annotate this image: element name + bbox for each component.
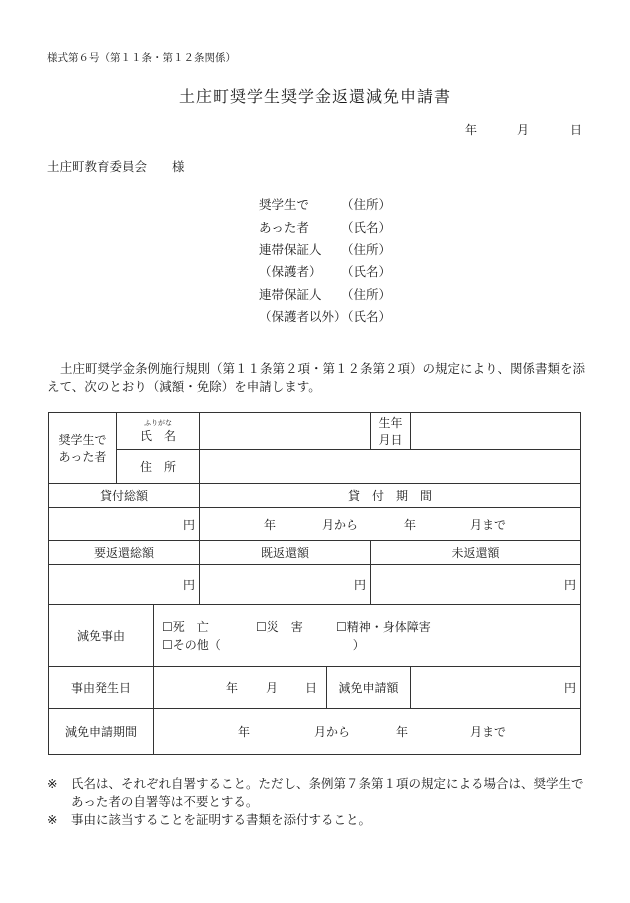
reason-options (154, 605, 581, 667)
name-label: 氏 名 (140, 428, 177, 443)
applicant-label: 奨学生で (259, 197, 310, 212)
birth-field[interactable] (411, 413, 581, 450)
unreturned-label: 未返還額 (371, 541, 581, 565)
loan-total-label: 貸付総額 (49, 484, 200, 508)
applicant-label: 連帯保証人 (259, 242, 322, 257)
application-table (48, 412, 581, 755)
applicant-label: あった者 (259, 220, 309, 235)
applicant-label: 連帯保証人 (259, 287, 322, 302)
returned-label: 既返還額 (200, 541, 371, 565)
period-year2: 年 (404, 517, 417, 532)
address-label: 住 所 (117, 450, 200, 484)
request-period-label: 減免申請期間 (49, 709, 154, 755)
reason-disaster-checkbox[interactable]: ☐災 害 (256, 619, 303, 634)
applicant-label: （保護者以外） (259, 309, 347, 324)
req-year: 年 (237, 725, 250, 739)
reason-disability-checkbox[interactable]: ☐精神・身体障害 (336, 619, 431, 634)
applicant-field: （氏名） (341, 309, 392, 324)
period-to: 月まで (470, 517, 507, 532)
loan-total-field[interactable] (49, 508, 200, 541)
note-mark: ※ (47, 812, 58, 827)
request-period-field[interactable] (154, 709, 581, 755)
request-amount-label: 減免申請額 (327, 667, 411, 709)
req-to: 月まで (469, 725, 506, 739)
occ-day: 日 (304, 681, 317, 695)
name-field[interactable] (200, 413, 371, 450)
unreturned-field[interactable] (371, 565, 581, 605)
applicant-line (259, 195, 391, 213)
form-number: 様式第６号（第１１条・第１２条関係） (47, 52, 236, 64)
occurrence-date-field[interactable] (154, 667, 327, 709)
date-day: 日 (570, 123, 583, 137)
yen-unit: 円 (564, 681, 577, 695)
reason-other-checkbox[interactable]: ☐その他（ ） (162, 637, 365, 652)
request-amount-field[interactable] (411, 667, 581, 709)
date-month: 月 (517, 123, 530, 137)
occ-year: 年 (225, 681, 238, 695)
req-year2: 年 (395, 725, 408, 739)
applicant-field: （氏名） (341, 220, 392, 235)
birth-label-cell (371, 413, 411, 450)
note-text: 氏名は、それぞれ自署すること。ただし、条例第７条第１項の規定による場合は、奨学生であった者の自署等は不要とする。 (71, 776, 584, 809)
birth-label: 生年 (378, 416, 403, 430)
applicant-line (259, 307, 391, 325)
yen-unit: 円 (183, 517, 196, 532)
note-text: 事由に該当することを証明する書類を添付すること。 (71, 812, 372, 827)
applicant-label: （保護者） (259, 264, 322, 279)
yen-unit: 円 (354, 578, 367, 592)
note-item (47, 811, 587, 829)
applicant-line (259, 285, 391, 303)
note-item (47, 775, 587, 811)
applicant-line (259, 218, 391, 236)
student-label: 奨学生で (58, 433, 107, 447)
applicant-field: （住所） (341, 242, 392, 257)
student-label-cell (49, 413, 117, 484)
occ-month: 月 (265, 681, 278, 695)
request-paragraph: 土庄町奨学金条例施行規則（第１１条第２項・第１２条第２項）の規定により、関係書類を添えて、次のとおり（減額・免除）を申請します。 (47, 361, 586, 394)
address-field[interactable] (200, 450, 581, 484)
returned-field[interactable] (200, 565, 371, 605)
date-year: 年 (465, 123, 478, 137)
applicant-field: （住所） (341, 287, 392, 302)
reason-death-checkbox[interactable]: ☐死 亡 (162, 619, 209, 634)
reason-label: 減免事由 (49, 605, 154, 667)
applicant-field: （氏名） (341, 264, 392, 279)
page-title: 土庄町奨学生奨学金返還減免申請書 (178, 87, 451, 106)
name-ruby: ふりがな (144, 418, 172, 427)
req-from: 月から (313, 725, 350, 739)
loan-period-label: 貸 付 期 間 (200, 484, 581, 508)
yen-unit: 円 (564, 578, 577, 592)
applicant-line (259, 262, 391, 280)
applicant-field: （住所） (341, 197, 392, 212)
occurrence-label: 事由発生日 (49, 667, 154, 709)
notes (47, 775, 587, 829)
period-from: 月から (322, 517, 359, 532)
name-label-cell (117, 413, 200, 450)
note-mark: ※ (47, 776, 58, 791)
required-total-label: 要返還総額 (49, 541, 200, 565)
birth-label: 月日 (378, 433, 403, 447)
applicant-line (259, 240, 391, 258)
student-label: あった者 (58, 450, 107, 464)
period-year: 年 (264, 517, 277, 532)
required-total-field[interactable] (49, 565, 200, 605)
yen-unit: 円 (183, 578, 196, 592)
loan-period-field[interactable] (200, 508, 581, 541)
addressee: 土庄町教育委員会 様 (47, 159, 185, 174)
